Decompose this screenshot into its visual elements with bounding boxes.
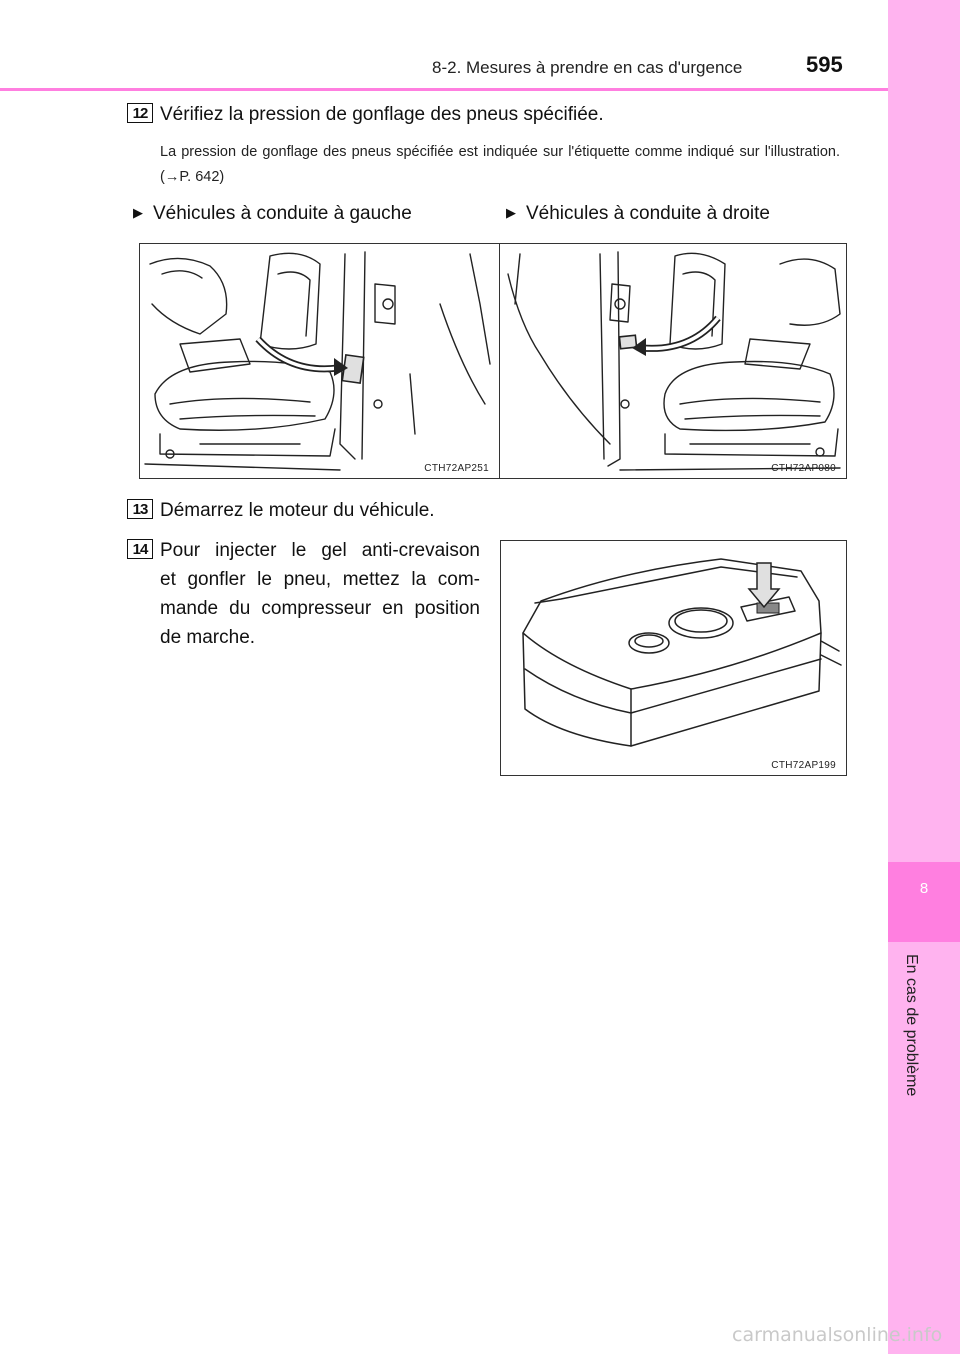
step-14-line: mande du compresseur en position [160, 598, 480, 619]
step-14-line: Pour injecter le gel anti-crevaison [160, 540, 480, 561]
note-close: ) [219, 169, 225, 185]
step-number-badge: 13 [127, 499, 153, 519]
step-12-text: Vérifiez la pression de gonflage des pneus spécifiée. [160, 104, 604, 125]
caption-text: Véhicules à conduite à droite [526, 203, 770, 224]
step-14-line: de marche. [160, 627, 256, 648]
step-14-text [160, 536, 480, 652]
caption-right-hand-drive [506, 203, 770, 225]
section-title: 8-2. Mesures à prendre en cas d'urgence [432, 58, 743, 77]
figure-right-seat-label-location [499, 243, 847, 479]
caption-text: Véhicules à conduite à gauche [153, 203, 412, 224]
step-14-line: et gonfler le pneu, mettez la com- [160, 569, 480, 590]
figure-code: CTH72AP199 [771, 760, 836, 771]
caption-left-hand-drive [133, 203, 412, 225]
page-number: 595 [806, 52, 843, 77]
figure-compressor-switch [500, 540, 847, 776]
step-number-badge: 12 [127, 103, 153, 123]
seat-illustration [140, 244, 498, 477]
compressor-illustration [501, 541, 845, 774]
pressure-note [160, 140, 840, 190]
seat-illustration [500, 244, 845, 477]
triangle-bullet-icon: ▶ [133, 205, 143, 220]
figure-code: CTH72AP080 [771, 463, 836, 474]
figure-code: CTH72AP251 [424, 463, 489, 474]
note-text: La pression de gonflage des pneus spécifiée est indiquée sur l'étiquette comme indiqué sur l'illustration. ( [160, 144, 840, 185]
page-reference-link[interactable]: P. 642 [179, 169, 220, 185]
arrow-icon: → [164, 169, 180, 185]
chapter-tab-marker [888, 862, 960, 942]
header-divider [0, 88, 888, 91]
chapter-side-tab [888, 0, 960, 1354]
watermark: carmanualsonline.info [732, 1324, 943, 1346]
triangle-bullet-icon: ▶ [506, 205, 516, 220]
step-number-badge: 14 [127, 539, 153, 559]
chapter-title: En cas de problème [903, 954, 920, 1097]
figure-left-seat-label-location [139, 243, 500, 479]
chapter-number: 8 [919, 880, 929, 897]
step-13-text: Démarrez le moteur du véhicule. [160, 500, 435, 521]
